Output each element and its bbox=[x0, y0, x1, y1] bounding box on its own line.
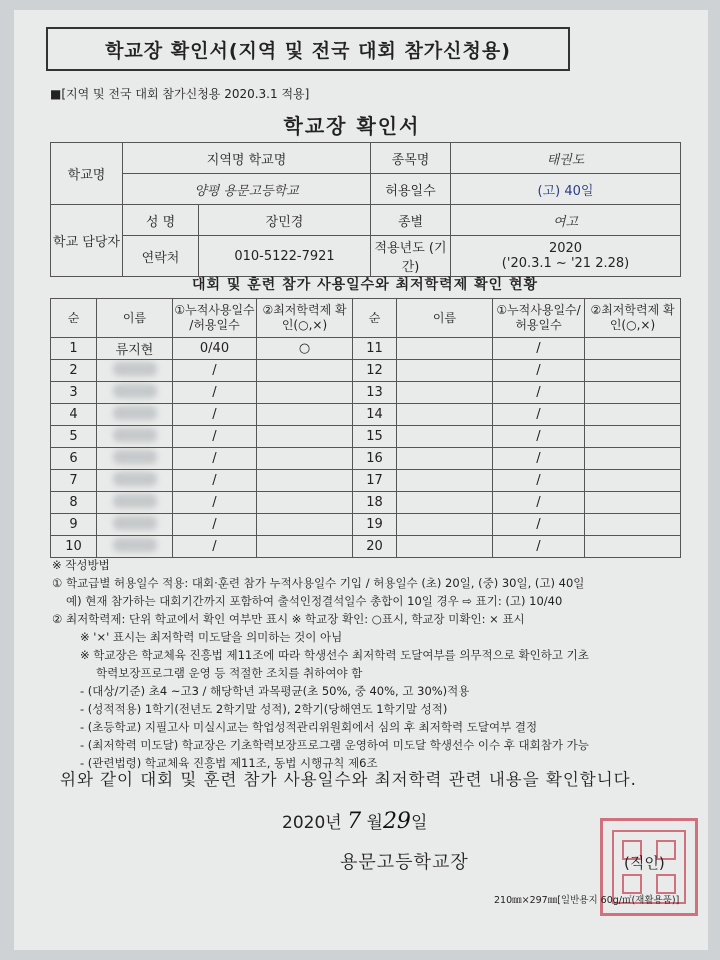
school-info-table bbox=[50, 142, 681, 277]
cell-check2 bbox=[585, 426, 681, 448]
period-value: ('20.3.1 ~ '21 2.28) bbox=[501, 256, 630, 271]
note-heading: ※ 작성방법 bbox=[52, 558, 110, 572]
cell-name2 bbox=[397, 448, 493, 470]
cell-name2 bbox=[397, 426, 493, 448]
header-check2: ②최저학력제 확인(○,×) bbox=[585, 299, 681, 338]
header-name: 이름 bbox=[97, 299, 173, 338]
contact-label: 연락처 bbox=[123, 236, 199, 277]
cell-name2 bbox=[397, 360, 493, 382]
cell-no2: 14 bbox=[353, 404, 397, 426]
cell-name2 bbox=[397, 514, 493, 536]
cell-no: 4 bbox=[51, 404, 97, 426]
redacted-name bbox=[113, 450, 157, 464]
cell-check2 bbox=[585, 338, 681, 360]
date-year: 2020년 bbox=[282, 813, 342, 833]
cell-name bbox=[97, 448, 173, 470]
cell-check2 bbox=[585, 404, 681, 426]
school-value: 양평 용문고등학교 bbox=[123, 174, 371, 205]
redacted-name bbox=[113, 472, 157, 486]
table-row bbox=[51, 536, 681, 558]
cell-check bbox=[257, 492, 353, 514]
cell-name bbox=[97, 536, 173, 558]
cell-no: 5 bbox=[51, 426, 97, 448]
cell-name2 bbox=[397, 536, 493, 558]
participation-table bbox=[50, 298, 681, 558]
form-title: 학교장 확인서 bbox=[283, 114, 421, 138]
cell-check2 bbox=[585, 514, 681, 536]
cell-no: 7 bbox=[51, 470, 97, 492]
date-month-unit: 월 bbox=[366, 813, 383, 833]
cell-name bbox=[97, 470, 173, 492]
cell-check2 bbox=[585, 470, 681, 492]
cell-days2: / bbox=[493, 360, 585, 382]
cell-days: / bbox=[173, 382, 257, 404]
cell-name: 류지현 bbox=[97, 338, 173, 360]
cell-days: / bbox=[173, 536, 257, 558]
cell-check bbox=[257, 514, 353, 536]
note-line: ① 학교급별 허용일수 적용: 대회·훈련 참가 누적사용일수 기입 / 허용일수 (초) 20일, (중) 30일, (고) 40일 bbox=[52, 576, 585, 590]
cell-days2: / bbox=[493, 382, 585, 404]
cell-no2: 12 bbox=[353, 360, 397, 382]
cell-days2: / bbox=[493, 514, 585, 536]
cell-name2 bbox=[397, 492, 493, 514]
header-days: ①누적사용일수 /허용일수 bbox=[173, 299, 257, 338]
cell-name2 bbox=[397, 382, 493, 404]
note-line: ② 최저학력제: 단위 학교에서 확인 여부만 표시 ※ 학교장 확인: ○표시, 학교장 미확인: × 표시 bbox=[52, 612, 525, 626]
cell-check2 bbox=[585, 536, 681, 558]
table-row bbox=[51, 448, 681, 470]
cell-check bbox=[257, 426, 353, 448]
cell-name bbox=[97, 492, 173, 514]
cell-days: / bbox=[173, 470, 257, 492]
cell-check2 bbox=[585, 360, 681, 382]
cell-no2: 13 bbox=[353, 382, 397, 404]
cell-no2: 19 bbox=[353, 514, 397, 536]
school-label: 학교명 bbox=[51, 143, 123, 205]
cell-check: ○ bbox=[257, 338, 353, 360]
event-value: 태권도 bbox=[451, 143, 681, 174]
cell-no: 1 bbox=[51, 338, 97, 360]
cell-check2 bbox=[585, 448, 681, 470]
redacted-name bbox=[113, 428, 157, 442]
event-label: 종목명 bbox=[371, 143, 451, 174]
school-caption: 지역명 학교명 bbox=[123, 143, 371, 174]
contact-value: 010-5122-7921 bbox=[199, 236, 371, 277]
signature-date bbox=[282, 808, 427, 834]
note-line: - (관련법령) 학교체육 진흥법 제11조, 동법 시행규칙 제6조 bbox=[80, 756, 378, 770]
cell-name bbox=[97, 426, 173, 448]
allowed-days-label: 허용일수 bbox=[371, 174, 451, 205]
cell-no2: 20 bbox=[353, 536, 397, 558]
table-row bbox=[51, 492, 681, 514]
category-value: 여고 bbox=[451, 205, 681, 236]
cell-days2: / bbox=[493, 470, 585, 492]
seal-label: (직인) bbox=[624, 854, 665, 872]
note-line: ※ 학교장은 학교체육 진흥법 제11조에 따라 학생선수 최저학력 도달여부를 의무적으로 확인하고 기초 bbox=[80, 648, 589, 662]
survey-title: 대회 및 훈련 참가 사용일수와 최저학력제 확인 현황 bbox=[191, 277, 539, 293]
cell-days2: / bbox=[493, 536, 585, 558]
redacted-name bbox=[113, 406, 157, 420]
note-line: 예) 현재 참가하는 대회기간까지 포함하여 출석인정결석일수 총합이 10일 경우 ⇨ 표기: (고) 10/40 bbox=[66, 594, 563, 608]
table-row bbox=[51, 338, 681, 360]
cell-days: / bbox=[173, 426, 257, 448]
note-line: ※ '×' 표시는 최저학력 미도달을 의미하는 것이 아님 bbox=[80, 630, 343, 644]
signer-name: 용문고등학교장 bbox=[340, 852, 469, 873]
table-row bbox=[51, 470, 681, 492]
table-header-row bbox=[51, 299, 681, 338]
cell-days2: / bbox=[493, 426, 585, 448]
cell-check bbox=[257, 448, 353, 470]
document-title: 학교장 확인서(지역 및 전국 대회 참가신청용) bbox=[46, 27, 570, 71]
note-line: - (초등학교) 지필고사 미실시교는 학업성적관리위원회에서 심의 후 최저학력 도달여부 결정 bbox=[80, 720, 538, 734]
cell-name2 bbox=[397, 404, 493, 426]
cell-days: / bbox=[173, 514, 257, 536]
cell-name bbox=[97, 404, 173, 426]
cell-check bbox=[257, 470, 353, 492]
header-no: 순 bbox=[51, 299, 97, 338]
redacted-name bbox=[113, 362, 157, 376]
cell-check bbox=[257, 404, 353, 426]
category-label: 종별 bbox=[371, 205, 451, 236]
cell-days: / bbox=[173, 404, 257, 426]
header-name2: 이름 bbox=[397, 299, 493, 338]
cell-days2: / bbox=[493, 404, 585, 426]
table-row bbox=[51, 360, 681, 382]
cell-no2: 18 bbox=[353, 492, 397, 514]
table-row bbox=[51, 514, 681, 536]
cell-name2 bbox=[397, 338, 493, 360]
staff-label: 학교 담당자 bbox=[51, 205, 123, 277]
paper-spec: 210㎜×297㎜[일반용지 60g/㎡(재활용품)] bbox=[494, 895, 680, 906]
redacted-name bbox=[113, 538, 157, 552]
cell-no: 8 bbox=[51, 492, 97, 514]
year-label: 적용년도 (기간) bbox=[371, 236, 451, 277]
cell-no: 3 bbox=[51, 382, 97, 404]
cell-days: / bbox=[173, 360, 257, 382]
redacted-name bbox=[113, 516, 157, 530]
note-line: - (최저학력 미도달) 학교장은 기초학력보장프로그램 운영하여 미도달 학생선수 이수 후 대회참가 가능 bbox=[80, 738, 589, 752]
cell-days: / bbox=[173, 448, 257, 470]
header-no2: 순 bbox=[353, 299, 397, 338]
cell-days: / bbox=[173, 492, 257, 514]
cell-check2 bbox=[585, 492, 681, 514]
redacted-name bbox=[113, 384, 157, 398]
cell-days: 0/40 bbox=[173, 338, 257, 360]
cell-days2: / bbox=[493, 448, 585, 470]
note-line: 학력보장프로그램 운영 등 적절한 조치를 취하여야 함 bbox=[96, 666, 363, 680]
note-line: - (성적적용) 1학기(전년도 2학기말 성적), 2학기(당해연도 1학기말 성적) bbox=[80, 702, 448, 716]
table-row bbox=[51, 404, 681, 426]
redacted-name bbox=[113, 494, 157, 508]
cell-name bbox=[97, 514, 173, 536]
cell-no: 9 bbox=[51, 514, 97, 536]
cell-no2: 16 bbox=[353, 448, 397, 470]
instructions bbox=[52, 556, 692, 772]
cell-no2: 17 bbox=[353, 470, 397, 492]
date-day-unit: 일 bbox=[410, 813, 428, 833]
cell-name bbox=[97, 382, 173, 404]
table-row bbox=[51, 426, 681, 448]
cell-no: 6 bbox=[51, 448, 97, 470]
header-days2: ①누적사용일수/ 허용일수 bbox=[493, 299, 585, 338]
note-line: - (대상/기준) 초4 ~고3 / 해당학년 과목평균(초 50%, 중 40%, 고 30%)적용 bbox=[80, 684, 470, 698]
confirmation-text: 위와 같이 대회 및 훈련 참가 사용일수와 최저학력 관련 내용을 확인합니다. bbox=[60, 770, 637, 789]
allowed-days-value: (고) 40일 bbox=[451, 174, 681, 205]
cell-check bbox=[257, 536, 353, 558]
date-day: 29 bbox=[382, 809, 411, 834]
document-subtitle: ■[지역 및 전국 대회 참가신청용 2020.3.1 적용] bbox=[50, 87, 310, 101]
cell-no2: 15 bbox=[353, 426, 397, 448]
cell-name bbox=[97, 360, 173, 382]
name-label: 성 명 bbox=[123, 205, 199, 236]
name-value: 장민경 bbox=[199, 205, 371, 236]
header-check: ②최저학력제 확인(○,×) bbox=[257, 299, 353, 338]
cell-days2: / bbox=[493, 492, 585, 514]
date-month: 7 bbox=[347, 809, 362, 834]
cell-days2: / bbox=[493, 338, 585, 360]
table-row bbox=[51, 382, 681, 404]
cell-check bbox=[257, 360, 353, 382]
cell-no2: 11 bbox=[353, 338, 397, 360]
year-cell bbox=[451, 236, 681, 277]
cell-no: 10 bbox=[51, 536, 97, 558]
cell-check bbox=[257, 382, 353, 404]
cell-no: 2 bbox=[51, 360, 97, 382]
cell-name2 bbox=[397, 470, 493, 492]
year-value: 2020 bbox=[548, 241, 583, 256]
cell-check2 bbox=[585, 382, 681, 404]
